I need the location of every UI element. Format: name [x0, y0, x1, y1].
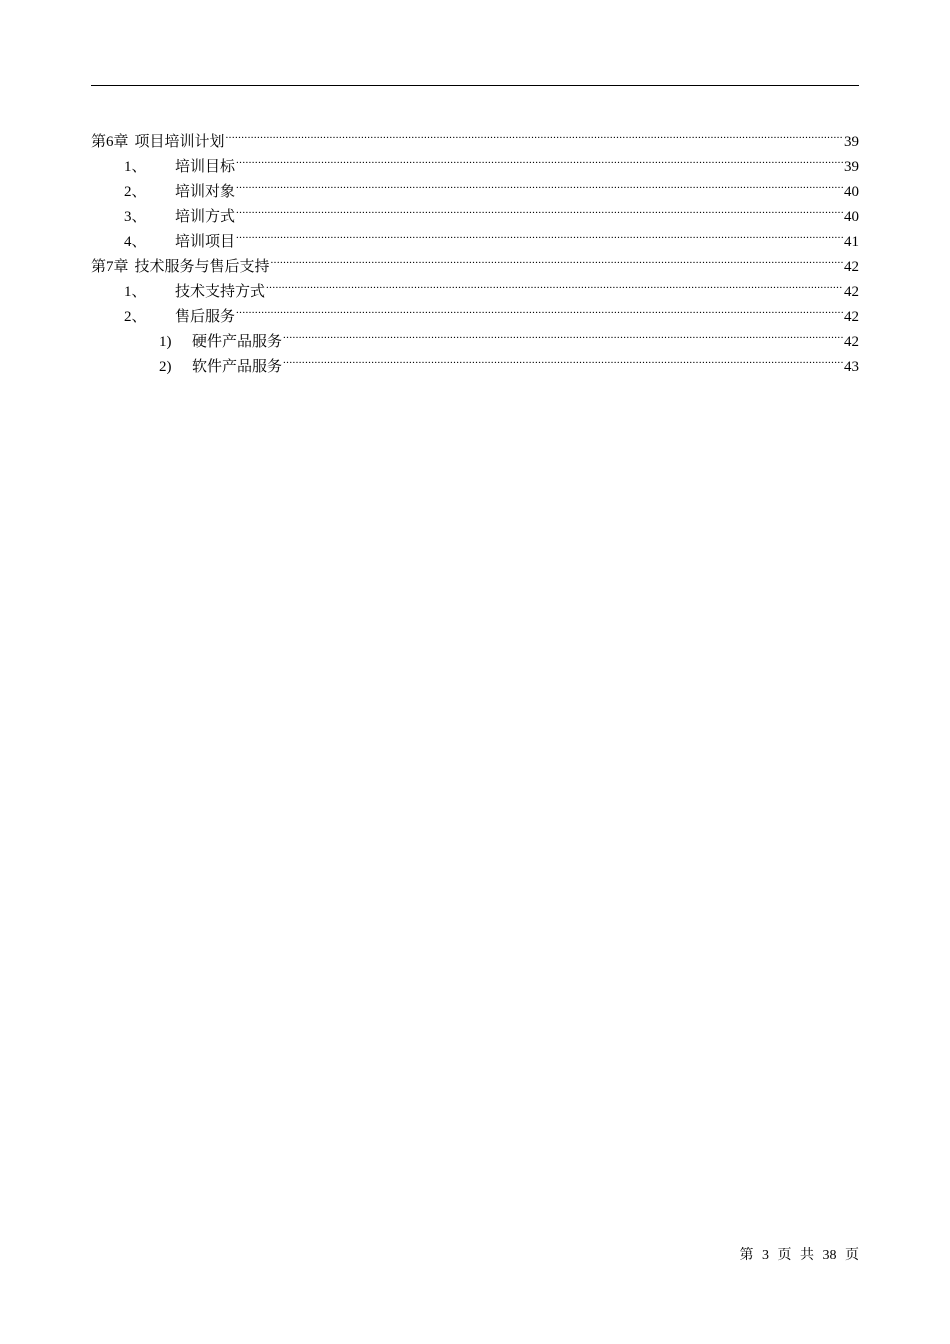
table-of-contents — [91, 121, 859, 375]
toc-entry-chapter-6[interactable] — [91, 121, 859, 150]
toc-dot-leader — [271, 246, 843, 271]
toc-entry-number: 1) — [159, 334, 172, 350]
toc-entry-number: 第6章 — [91, 134, 129, 150]
toc-entry-page: 41 — [844, 234, 859, 250]
toc-entry-number: 4、 — [124, 234, 147, 250]
toc-entry-number: 第7章 — [91, 259, 129, 275]
toc-entry-number: 2、 — [124, 309, 147, 325]
toc-dot-leader — [236, 171, 843, 196]
toc-entry-page: 39 — [844, 134, 859, 150]
footer-total-pages: 38 — [822, 1248, 837, 1263]
toc-entry-page: 40 — [844, 184, 859, 200]
footer-page-unit: 页 — [777, 1248, 792, 1263]
toc-entry-title: 培训项目 — [175, 234, 236, 250]
toc-dot-leader — [236, 296, 843, 321]
toc-entry-title: 售后服务 — [175, 309, 236, 325]
footer-total-label: 共 — [800, 1248, 814, 1263]
toc-entry-page: 42 — [844, 334, 859, 350]
toc-entry-number: 3、 — [124, 209, 147, 225]
toc-entry-page: 43 — [844, 359, 859, 375]
toc-entry-page: 42 — [844, 259, 859, 275]
toc-entry-page: 42 — [844, 284, 859, 300]
footer-current-page: 3 — [762, 1248, 769, 1263]
toc-dot-leader — [236, 146, 843, 171]
toc-dot-leader — [236, 196, 843, 221]
toc-entry-title: 培训对象 — [175, 184, 236, 200]
toc-entry-number: 1、 — [124, 159, 147, 175]
toc-entry-title: 技术支持方式 — [175, 284, 266, 300]
toc-entry-title: 软件产品服务 — [192, 359, 283, 375]
toc-entry-number: 2、 — [124, 184, 147, 200]
toc-entry-page: 39 — [844, 159, 859, 175]
toc-entry-number: 2) — [159, 359, 172, 375]
toc-entry-title: 项目培训计划 — [134, 134, 225, 150]
toc-dot-leader — [266, 271, 843, 296]
toc-dot-leader — [283, 346, 843, 371]
footer-page-label: 第 — [739, 1248, 754, 1263]
toc-entry-title: 培训目标 — [175, 159, 236, 175]
toc-entry-title: 培训方式 — [175, 209, 236, 225]
toc-dot-leader — [283, 321, 843, 346]
toc-entry-title: 技术服务与售后支持 — [134, 259, 270, 275]
toc-dot-leader — [226, 121, 843, 146]
footer-page-unit-total: 页 — [845, 1248, 859, 1263]
page-footer — [740, 1246, 860, 1266]
toc-entry-page: 42 — [844, 309, 859, 325]
header-rule — [91, 85, 859, 86]
toc-entry-page: 40 — [844, 209, 859, 225]
toc-entry-title: 硬件产品服务 — [192, 334, 283, 350]
toc-entry-number: 1、 — [124, 284, 147, 300]
toc-dot-leader — [236, 221, 843, 246]
